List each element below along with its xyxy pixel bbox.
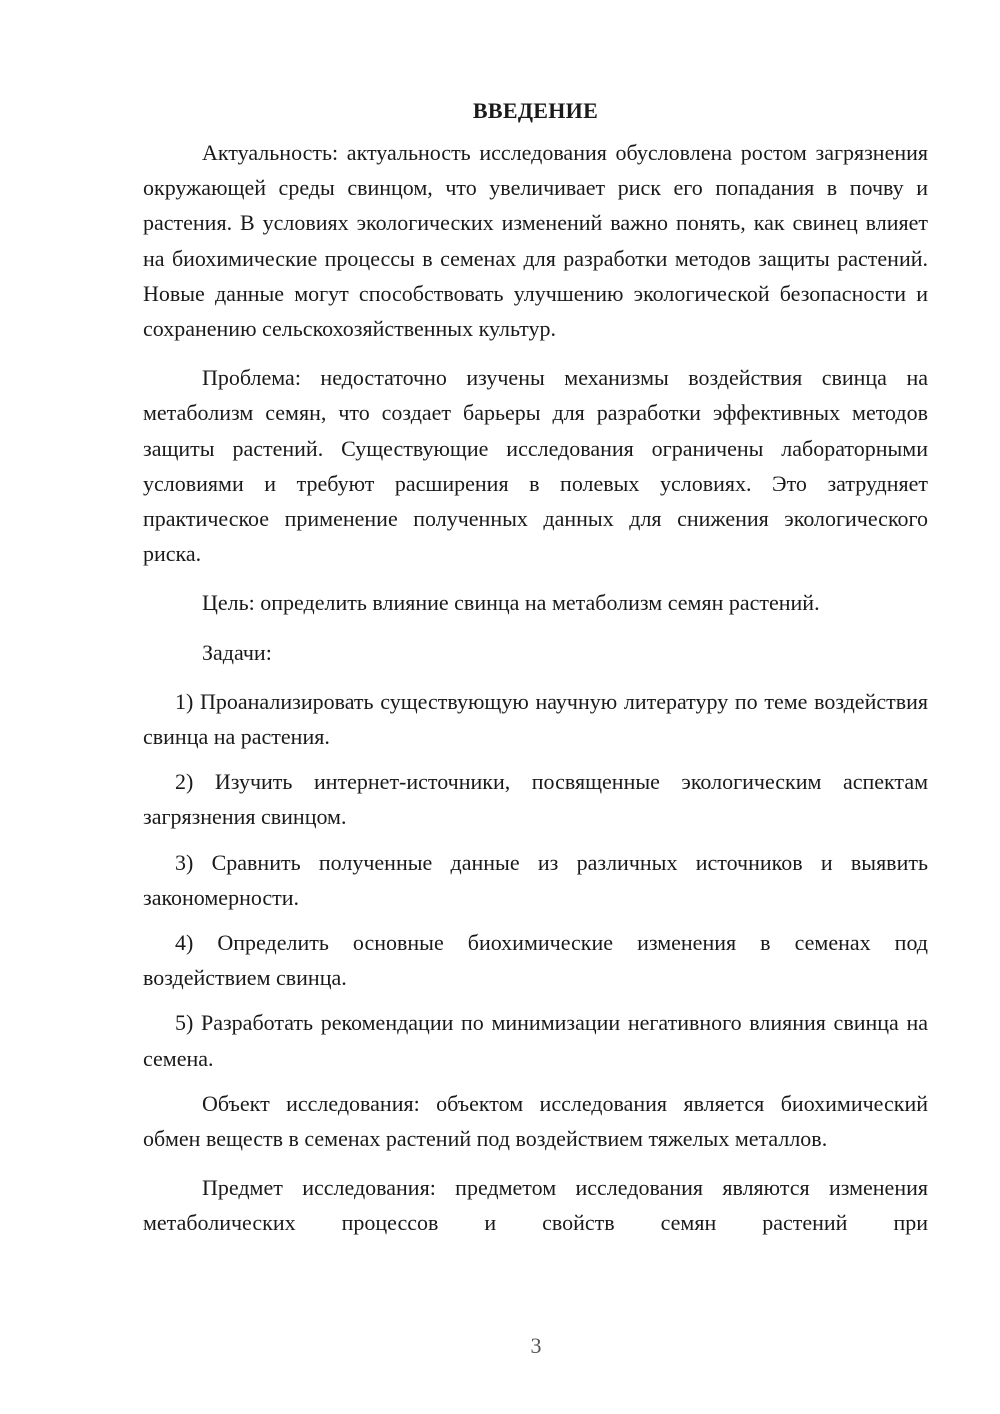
tasks-label: Задачи: — [202, 639, 272, 665]
task-item-4: 4) Определить основные биохимические изменения в семенах под воздействием свинца. — [143, 930, 928, 991]
page-number: 3 — [530, 1333, 542, 1358]
subject-paragraph: Предмет исследования: предметом исследования являются изменения метаболических процессов и свойств семян растений при — [143, 1175, 928, 1236]
task-item-2: 2) Изучить интернет-источники, посвященные экологическим аспектам загрязнения свинцом. — [143, 769, 928, 830]
document-page — [143, 93, 928, 1255]
relevance-paragraph: Актуальность: актуальность исследования обусловлена ростом загрязнения окружающей среды свинцом, что увеличивает риск его попадания в почву и растения. В условиях экологических изменений важно понять, как свинец влияет на биохимические процессы в семенах для разработки методов защиты растений. Новые данные могут способствовать улучшению экологической безопасности и сохранению сельскохозяйственных культур. — [143, 140, 928, 342]
object-paragraph: Объект исследования: объектом исследования является биохимический обмен веществ в семенах растений под воздействием тяжелых металлов. — [143, 1090, 928, 1152]
section-heading: ВВЕДЕНИЕ — [472, 98, 599, 123]
problem-paragraph: Проблема: недостаточно изучены механизмы воздействия свинца на метаболизм семян, что создает барьеры для разработки эффективных методов защиты растений. Существующие исследования ограничены лабораторными условиями и требуют расширения в полевых условиях. Это затрудняет практическое применение полученных данных для снижения экологического риска. — [143, 365, 928, 567]
goal-paragraph: Цель: определить влияние свинца на метаболизм семян растений. — [202, 590, 820, 616]
task-item-5: 5) Разработать рекомендации по минимизации негативного влияния свинца на семена. — [143, 1010, 928, 1071]
task-item-3: 3) Сравнить полученные данные из различных источников и выявить закономерности. — [143, 849, 928, 910]
task-item-1: 1) Проанализировать существующую научную литературу по теме воздействия свинца на растения. — [143, 688, 928, 750]
